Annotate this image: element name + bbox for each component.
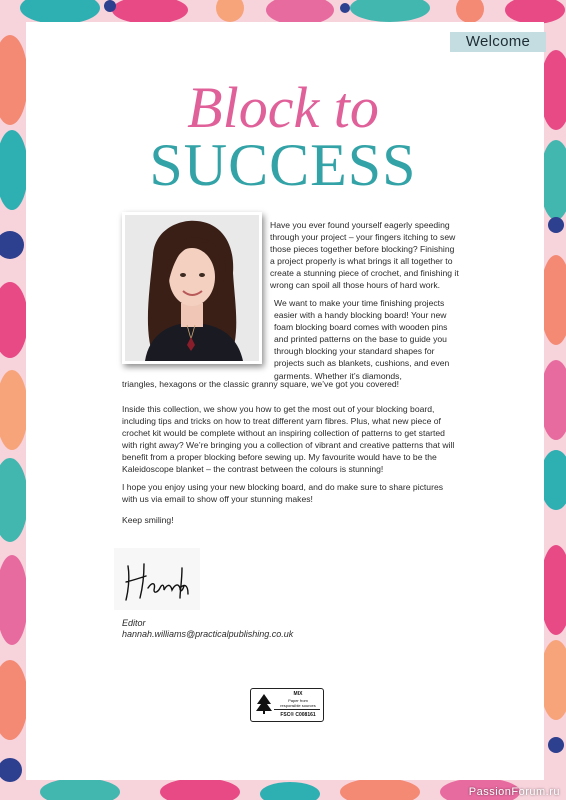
fsc-source-line-2: responsible sources	[280, 703, 316, 708]
site-watermark: PassionForum.ru	[468, 786, 560, 798]
closing-line: Keep smiling!	[122, 515, 174, 525]
fsc-source-line-1: Paper from	[288, 698, 308, 703]
portrait-illustration	[125, 215, 259, 361]
intro-paragraph-3: Inside this collection, we show you how to get the most out of your blocking board, including tips and tricks on how to treat different yarn fibres. Plus, what new piece of crochet kit would be complete without an inspiring collection of patterns to get started with right away? We’re bringing you a collection of vibrant and creative patterns that will benefit from a proper blocking before sewing up. My favourite would have to be the Kaleidoscope blanket – the contrast between the colours is stunning!	[122, 404, 455, 475]
fsc-license-code: FSC® C008161	[280, 712, 316, 718]
section-tag: Welcome	[450, 32, 546, 52]
intro-paragraph-4: I hope you enjoy using your new blocking board, and do make sure to share pictures with us via email to show off your stunning makes!	[122, 482, 444, 505]
intro-paragraph-1: Have you ever found yourself eagerly speeding through your project – your fingers itching to sew those pieces together before blocking? Finishing a project properly is what brings it all together to create a stunning piece of crochet, and finishing it wrong can spoil all those hours of hard work.	[270, 220, 459, 291]
fsc-mix-label: MIX	[293, 691, 303, 697]
editor-signature	[114, 548, 200, 610]
fsc-certification-badge	[250, 688, 324, 722]
headline-line1: Block to	[187, 75, 379, 140]
fsc-tree-icon	[255, 692, 273, 718]
editor-portrait	[122, 212, 262, 364]
headline-line2: SUCCESS	[149, 132, 417, 198]
signature-illustration	[114, 548, 200, 610]
fsc-divider	[274, 709, 320, 710]
editor-role: Editor	[122, 618, 146, 628]
intro-paragraph-2-continued: triangles, hexagons or the classic granny square, we’ve got you covered!	[122, 379, 400, 389]
editor-email: hannah.williams@practicalpublishing.co.uk	[122, 629, 294, 639]
fsc-source-text	[275, 698, 321, 708]
intro-paragraph-2: We want to make your time finishing projects easier with a handy blocking board! Your new foam blocking board comes with wooden pins and printed patterns on the base to guide you through blocking your standard shapes for projects such as blankets, cushions, and even garments. Whether it’s diamonds,	[274, 298, 450, 381]
